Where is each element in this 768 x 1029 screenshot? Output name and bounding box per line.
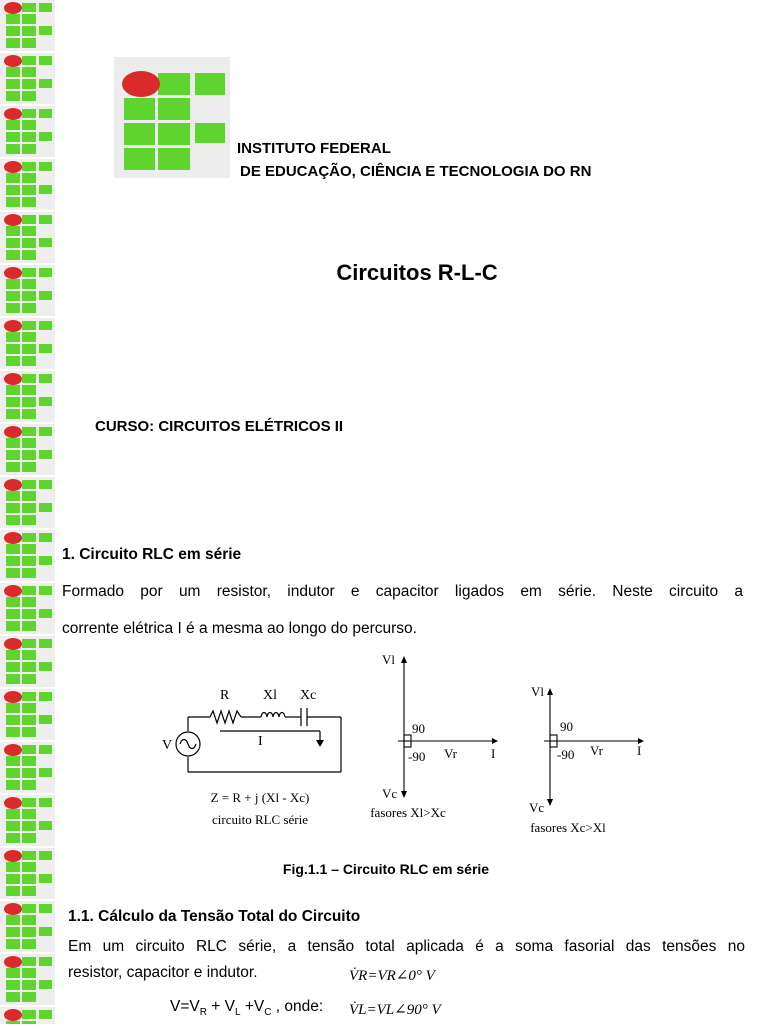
phasor2-minus90: -90 — [557, 747, 575, 762]
course-label: CURSO: CIRCUITOS ELÉTRICOS II — [95, 418, 344, 435]
section-1-heading: 1. Circuito RLC em série — [62, 546, 242, 563]
circuit-caption: circuito RLC série — [211, 812, 309, 827]
label-xc: Xc — [300, 688, 317, 703]
section-1-1-heading: 1.1. Cálculo da Tensão Total do Circuito — [68, 908, 361, 925]
strip-logo-tile — [0, 424, 55, 475]
label-i: I — [258, 734, 263, 749]
phasor2-vc: Vc — [529, 800, 545, 815]
strip-logo-tile — [0, 954, 55, 1005]
figure-caption: Fig.1.1 – Circuito RLC em série — [282, 861, 490, 877]
phasor1-minus90: -90 — [408, 749, 426, 764]
phasor1-caption: fasores Xl>Xc — [370, 805, 446, 820]
strip-logo-tile — [0, 477, 55, 528]
strip-logo-tile — [0, 530, 55, 581]
strip-logo-tile — [0, 318, 55, 369]
strip-logo-tile — [0, 106, 55, 157]
strip-logo-tile — [0, 53, 55, 104]
section-1-1-paragraph-line2: resistor, capacitor e indutor. — [68, 964, 258, 981]
equation-vl: V̇L=VL∠90° V — [349, 1002, 441, 1018]
phasor1-90: 90 — [412, 721, 425, 736]
phasor2-caption: fasores Xc>Xl — [530, 820, 606, 835]
strip-logo-tile — [0, 901, 55, 952]
strip-logo-tile — [0, 1007, 55, 1024]
phasor1-vl: Vl — [382, 652, 395, 667]
label-r: R — [220, 688, 230, 703]
impedance-formula: Z = R + j (Xl - Xc) — [210, 790, 310, 805]
strip-logo-tile — [0, 159, 55, 210]
equation-vr: V̇R=VR∠0° V — [349, 968, 435, 984]
section-1-paragraph-line1: Formado por um resistor, indutor e capacitor ligados em série. Neste circuito a — [62, 583, 743, 600]
phasor2-90: 90 — [560, 719, 573, 734]
label-v: V — [162, 738, 173, 753]
strip-logo-tile — [0, 212, 55, 263]
strip-logo-tile — [0, 583, 55, 634]
document-title: Circuitos R-L-C — [336, 260, 498, 285]
strip-logo-tile — [0, 371, 55, 422]
strip-logo-tile — [0, 0, 55, 51]
section-1-paragraph-line2: corrente elétrica I é a mesma ao longo do percurso. — [62, 620, 417, 637]
current-arrowhead — [316, 740, 324, 747]
institute-name-line1: INSTITUTO FEDERAL — [237, 140, 391, 157]
phasor2-vl: Vl — [531, 684, 544, 699]
phasor1-i: I — [491, 746, 496, 761]
label-xl: Xl — [263, 688, 277, 703]
eq-sum-prefix: V=V — [170, 998, 200, 1015]
eq-sub-c: C — [264, 1007, 272, 1019]
resistor-symbol — [210, 711, 241, 723]
phasor1-vr: Vr — [444, 746, 457, 761]
institute-name-line2: DE EDUCAÇÃO, CIÊNCIA E TECNOLOGIA DO RN — [240, 163, 592, 180]
eq-sub-r: R — [199, 1007, 207, 1019]
eq-sum-suffix: , onde: — [275, 998, 324, 1015]
section-1-1-paragraph-line1: Em um circuito RLC série, a tensão total aplicada é a soma fasorial das tensões no — [68, 938, 745, 955]
equation-voltage-sum: $V=V_R + V_L +V_C$ , onde: — [170, 998, 324, 1019]
institute-logo — [114, 57, 230, 178]
inductor-symbol — [261, 713, 285, 718]
figure-rlc-series — [0, 640, 768, 860]
eq-sub-l: L — [234, 1007, 241, 1019]
phasor2-vr: Vr — [590, 743, 603, 758]
phasor1-vc: Vc — [382, 786, 398, 801]
phasor2-i: I — [637, 743, 642, 758]
